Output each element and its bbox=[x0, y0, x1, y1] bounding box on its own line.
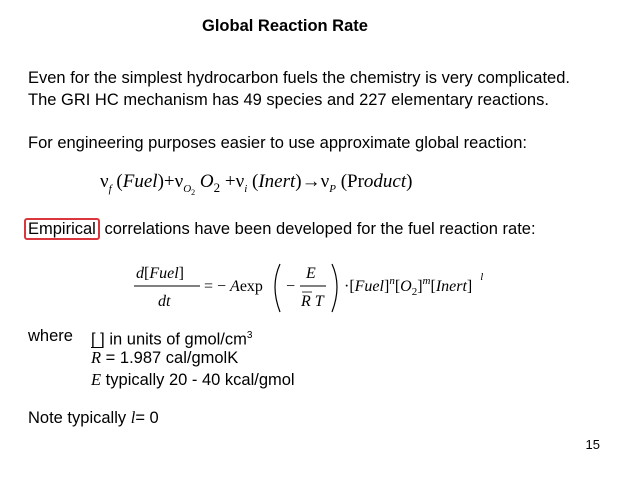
eq-minus: − bbox=[286, 278, 296, 295]
r-value: = 1.987 cal/gmolK bbox=[101, 349, 239, 367]
eq-concentrations: $\cdot[Fuel]^n[O_2]^m[Inert]^l$ bbox=[344, 271, 484, 298]
eq-denominator: dt bbox=[158, 293, 171, 310]
rate-equation bbox=[120, 256, 520, 316]
brackets-units-text: [ ] in units of gmol/cm bbox=[91, 330, 247, 349]
e-value: typically 20 - 40 kcal/gmol bbox=[101, 371, 295, 389]
empirical-highlight: Empirical bbox=[24, 218, 100, 240]
note-line bbox=[28, 407, 159, 429]
engineering-text: For engineering purposes easier to use approximate global reaction: bbox=[28, 134, 527, 152]
intro-line-1: Even for the simplest hydrocarbon fuels the chemistry is very complicated. bbox=[28, 69, 570, 87]
r-definition bbox=[91, 347, 238, 369]
note-prefix: Note typically bbox=[28, 409, 131, 427]
eq-e-numerator: E bbox=[306, 265, 316, 282]
brackets-units-sup: 3 bbox=[246, 330, 253, 341]
eq-left-paren bbox=[275, 264, 280, 312]
note-variable: l bbox=[130, 408, 136, 427]
equation-text: $\nu_f$ $(Fuel)+\nu_{O_2}$ $O_2 +\nu_i$ $(Inert)\to\nu_P$ (Product) bbox=[100, 171, 413, 197]
empirical-rest: correlations have been developed for the fuel reaction rate: bbox=[99, 220, 536, 238]
where-label: where bbox=[28, 327, 73, 345]
e-definition bbox=[91, 369, 295, 391]
eq-right-paren bbox=[332, 264, 337, 312]
eq-rhs-start: = − Aexp bbox=[204, 278, 263, 295]
e-symbol: E bbox=[91, 370, 102, 389]
slide-title: Global Reaction Rate bbox=[202, 17, 368, 35]
empirical-text bbox=[28, 218, 536, 240]
eq-numerator: d[Fuel] bbox=[136, 265, 184, 282]
note-suffix: = 0 bbox=[135, 409, 159, 427]
global-reaction-equation bbox=[100, 171, 412, 197]
intro-line-2: The GRI HC mechanism has 49 species and 227 elementary reactions. bbox=[28, 91, 549, 109]
intro-text bbox=[28, 67, 570, 111]
page-number: 15 bbox=[585, 437, 600, 452]
eq-rt-denominator: R T bbox=[301, 293, 324, 310]
r-symbol: $\overline{R}$ bbox=[91, 348, 102, 367]
